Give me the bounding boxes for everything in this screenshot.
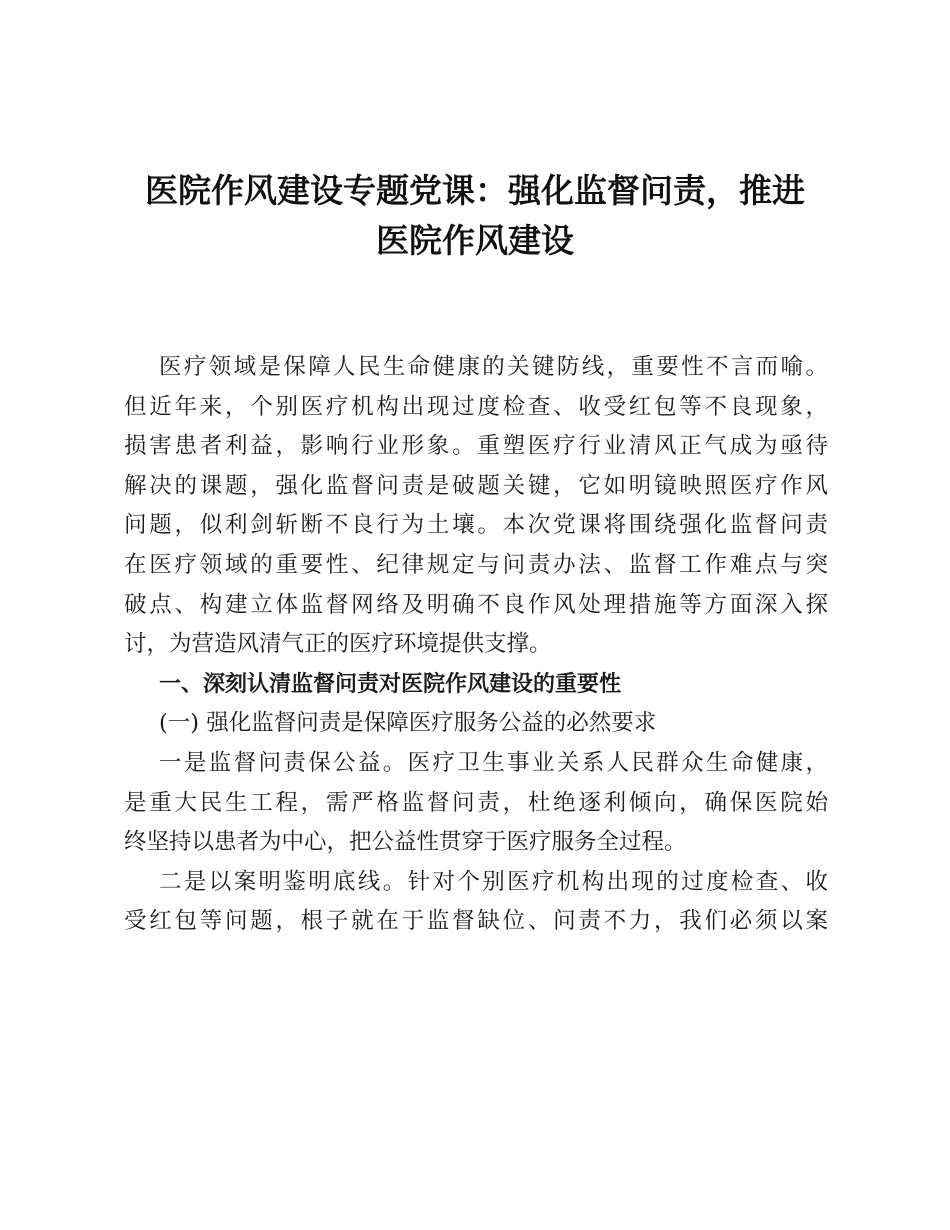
title-line-2: 医院作风建设	[376, 221, 574, 260]
body-line: 二是以案明鉴明底线。针对个别医疗机构出现的过度检查、收	[159, 868, 828, 895]
body-line: 医疗领域是保障人民生命健康的关键防线，重要性不言而喻。	[159, 354, 828, 380]
body-line: 损害患者利益，影响行业形象。重塑医疗行业清风正气成为亟待	[124, 433, 828, 460]
document-title	[110, 166, 840, 266]
body-line: 终坚持以患者为中心，把公益性贯穿于医疗服务全过程。	[124, 829, 687, 856]
body-line: 讨，为营造风清气正的医疗环境提供支撑。	[124, 631, 552, 658]
title-line-1: 医院作风建设专题党课：强化监督问责，推进	[145, 171, 805, 210]
body-line: 是重大民生工程，需严格监督问责，杜绝逐利倾向，确保医院始	[124, 789, 828, 816]
section-heading: 一、深刻认清监督问责对医院作风建设的重要性	[159, 671, 622, 697]
body-line: 问题，似利剑斩断不良行为土壤。本次党课将围绕强化监督问责	[124, 512, 828, 539]
body-line: 解决的课题，强化监督问责是破题关键，它如明镜映照医疗作风	[124, 472, 828, 499]
body-line: 一是监督问责保公益。医疗卫生事业关系人民群众生命健康，	[159, 749, 828, 776]
body-line: 受红包等问题，根子就在于监督缺位、问责不力，我们必须以案	[124, 908, 828, 935]
body-line: 在医疗领域的重要性、纪律规定与问责办法、监督工作难点与突	[124, 551, 828, 578]
body-line: 破点、构建立体监督网络及明确不良作风处理措施等方面深入探	[124, 591, 828, 618]
subsection-heading: (一) 强化监督问责是保障医疗服务公益的必然要求	[159, 710, 657, 737]
document-body	[124, 348, 828, 942]
body-line: 但近年来，个别医疗机构出现过度检查、收受红包等不良现象，	[124, 393, 828, 420]
